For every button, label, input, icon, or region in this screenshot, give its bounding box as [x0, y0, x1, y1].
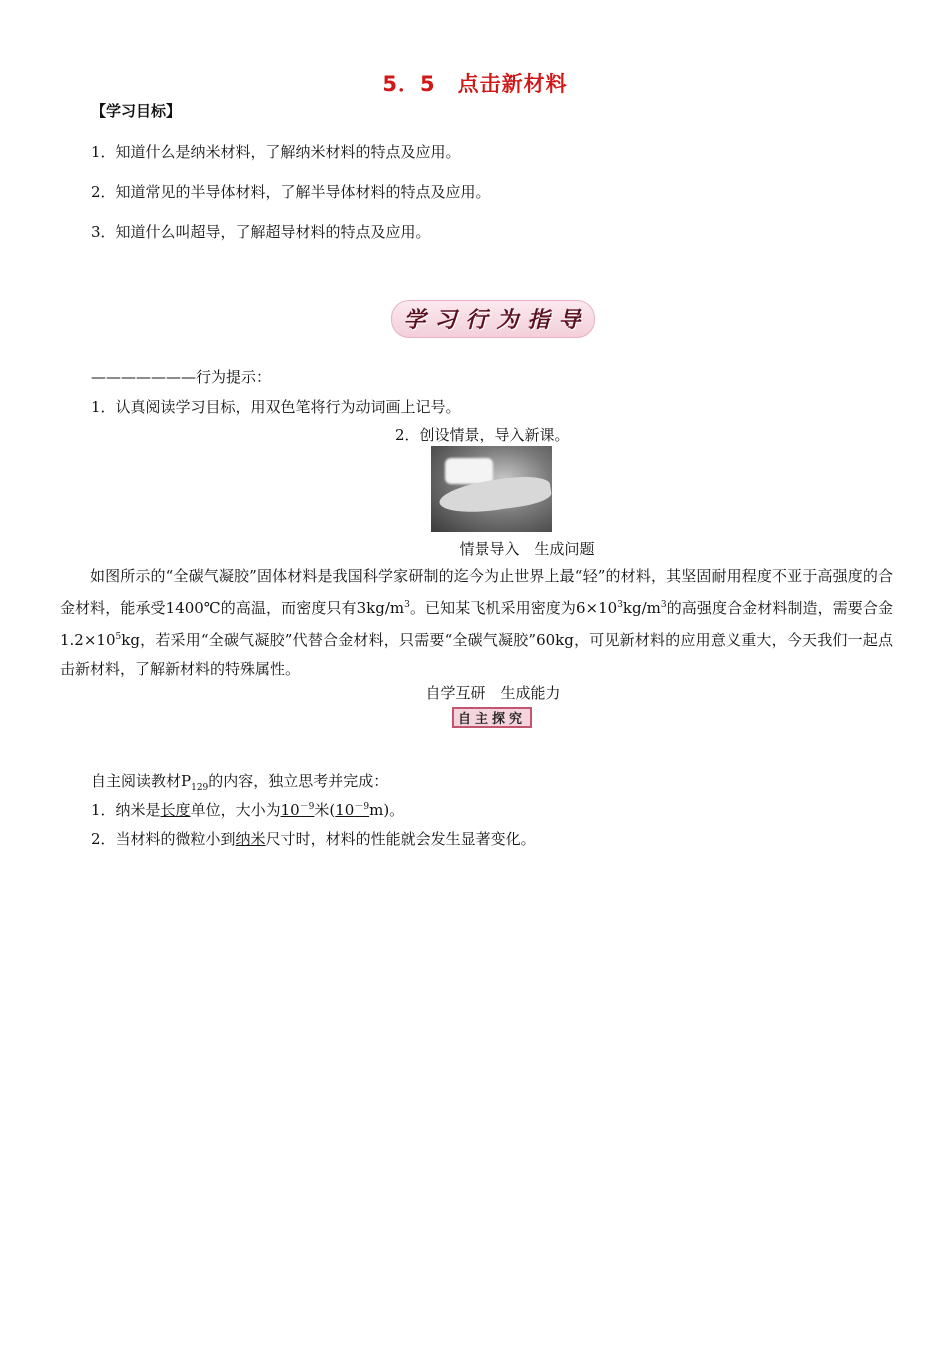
para-part-4: 的高强度合金材料制造，需要合金1.2×10: [60, 599, 893, 649]
q1-answer-3: [335, 801, 369, 819]
para-part-5: kg，若采用“全碳气凝胶”代替合金材料，只需要“全碳气凝胶”60kg，可见新材料的应用意义重大，今天我们一起点击新材料，了解新材料的特殊属性。: [60, 631, 893, 678]
banner-label: 学习行为指导: [403, 306, 590, 333]
q2-suffix: 尺寸时，材料的性能就会发生显著变化。: [265, 830, 536, 848]
q1-answer-2-exp: －9: [299, 802, 315, 812]
para-part-3: kg/m: [622, 599, 661, 617]
q1-mid: 单位，大小为: [190, 801, 281, 819]
q1-answer-3-base: 10: [335, 801, 355, 819]
reading-prefix: 自主阅读教材P: [91, 772, 192, 790]
page-title: 5．5 点击新材料: [382, 72, 568, 96]
self-study-tag: [452, 707, 532, 728]
reading-suffix: 的内容，独立思考并完成：: [208, 772, 389, 790]
section-2-heading: 自学互研 生成能力: [425, 684, 561, 702]
reading-instruction: [91, 770, 388, 793]
objective-item-2: 2．知道常见的半导体材料，了解半导体材料的特点及应用。: [91, 183, 491, 201]
intro-paragraph: [60, 562, 893, 684]
q1-answer-1: 长度: [160, 801, 191, 819]
question-2: [91, 828, 536, 849]
question-1: [91, 799, 404, 820]
objective-item-3: 3．知道什么叫超导，了解超导材料的特点及应用。: [91, 223, 431, 241]
q2-prefix: 2．当材料的微粒小到: [91, 830, 236, 848]
q2-answer: 纳米: [235, 830, 266, 848]
figure-caption: 情景导入 生成问题: [459, 540, 595, 558]
q1-answer-3-exp: －9: [354, 802, 370, 812]
para-part-1: 如图所示的“全碳气凝胶”固体材料是我国科学家研制的迄今为止世界上最“轻”的材料，其坚固耐用程度不亚于高强度的合金材料，能承受1400℃的高温，而密度只有3kg/m: [60, 567, 893, 617]
para-sup-4: 5: [115, 632, 122, 642]
tag-label: 自主探究: [457, 712, 526, 727]
q1-suffix: m)。: [369, 801, 405, 819]
aerogel-photo: [431, 446, 552, 532]
tip-item-1: 1．认真阅读学习目标，用双色笔将行为动词画上记号。: [91, 398, 461, 416]
para-sup-1: 3: [404, 600, 410, 610]
objective-item-1: 1．知道什么是纳米材料，了解纳米材料的特点及应用。: [91, 143, 461, 161]
tips-heading: ———————行为提示：: [91, 368, 272, 386]
objectives-heading: 【学习目标】: [91, 102, 182, 120]
section-banner: [391, 298, 593, 338]
para-sup-2: 3: [617, 600, 623, 610]
q1-answer-2: [281, 801, 315, 819]
reading-page-number: 129: [191, 783, 209, 793]
para-sup-3: 3: [660, 600, 667, 610]
q1-mid-2: 米(: [314, 801, 336, 819]
tip-item-2: 2．创设情景，导入新课。: [395, 426, 570, 444]
para-part-2: 。已知某飞机采用密度为6×10: [409, 599, 618, 617]
q1-answer-2-base: 10: [280, 801, 300, 819]
q1-prefix: 1．纳米是: [91, 801, 161, 819]
